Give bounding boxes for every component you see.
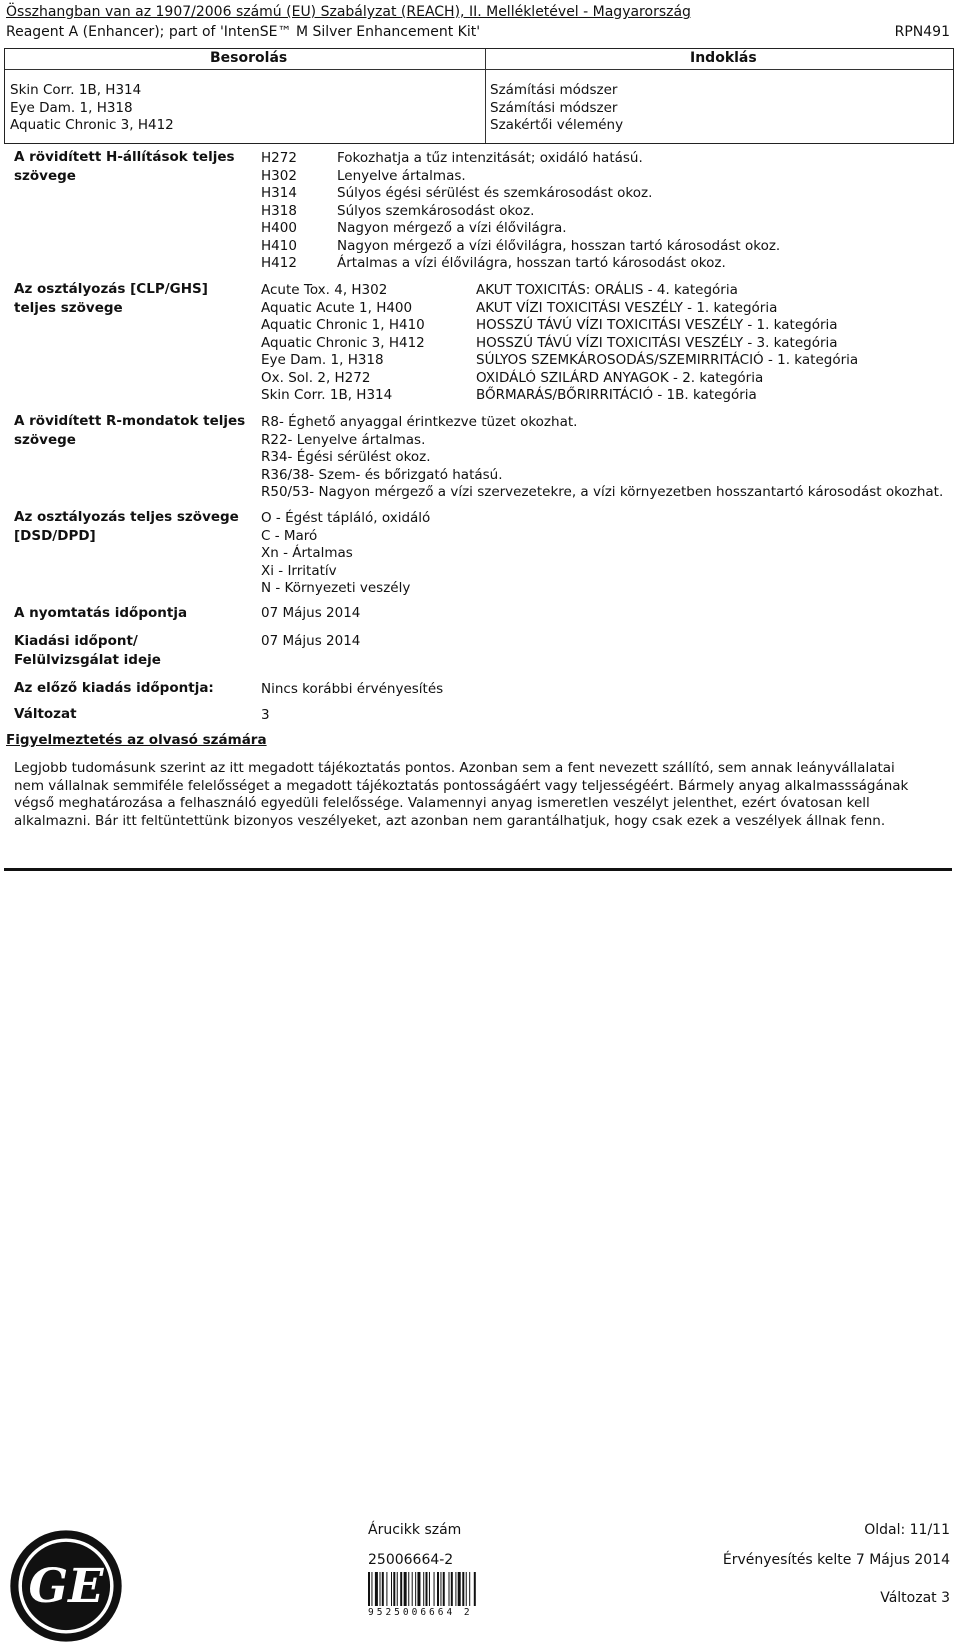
barcode-bar [404, 1572, 407, 1606]
table-reasons [490, 82, 623, 135]
footer-version: Változat 3 [880, 1590, 950, 1606]
prev-issue-label: Az előző kiadás időpontja: [14, 680, 214, 696]
barcode-bar [380, 1572, 381, 1606]
barcode-bar [375, 1572, 378, 1606]
list-item: H314 [261, 185, 297, 201]
list-item: Nagyon mérgező a vízi élővilágra. [337, 220, 567, 236]
barcode-bar [455, 1572, 456, 1606]
print-date-value: 07 Május 2014 [261, 605, 361, 621]
barcode-bar [426, 1572, 428, 1606]
version-label: Változat [14, 706, 77, 722]
barcode-bar [437, 1572, 439, 1606]
list-item: H318 [261, 202, 297, 219]
clp-codes [261, 282, 425, 405]
list-item: OXIDÁLÓ SZILÁRD ANYAGOK - 2. kategória [476, 369, 764, 386]
h-statements-label: A rövidített H-állítások teljes szövege [14, 149, 235, 184]
table-cell: Eye Dam. 1, H318 [10, 99, 133, 116]
list-item: H410 [261, 237, 297, 254]
table-header-rule [5, 69, 953, 70]
list-item: N - Környezeti veszély [261, 580, 411, 596]
header-code: RPN491 [894, 24, 950, 40]
barcode-bar [408, 1572, 409, 1606]
list-item: SÚLYOS SZEMKÁROSODÁS/SZEMIRRITÁCIÓ - 1. kategória [476, 352, 859, 368]
barcode-bar [393, 1572, 395, 1606]
barcode-bar [443, 1572, 445, 1606]
list-item: Aquatic Chronic 3, H412 [261, 334, 425, 351]
table-header-classification: Besorolás [210, 50, 288, 66]
list-item: Fokozhatja a tűz intenzitását; oxidáló hatású. [337, 150, 643, 166]
list-item: O - Égést tápláló, oxidáló [261, 510, 431, 526]
list-item: Aquatic Chronic 1, H410 [261, 317, 425, 333]
list-item: H412 [261, 255, 297, 271]
list-item: HOSSZÚ TÁVÚ VÍZI TOXICITÁSI VESZÉLY - 3. kategória [476, 334, 838, 351]
clp-label: Az osztályozás [CLP/GHS] teljes szövege [14, 281, 208, 316]
list-item: Eye Dam. 1, H318 [261, 352, 384, 368]
barcode-bar [368, 1572, 370, 1606]
list-item: R8- Éghető anyaggal érintkezve tüzet okozhat. [261, 414, 578, 430]
list-item: AKUT TOXICITÁS: ORÁLIS - 4. kategória [476, 282, 738, 298]
barcode-bar [412, 1572, 413, 1606]
issue-date-label: Kiadási időpont/ Felülvizsgálat ideje [14, 633, 161, 668]
table-cell: Számítási módszer [490, 82, 618, 98]
list-item: AKUT VÍZI TOXICITÁSI VESZÉLY - 1. kategória [476, 299, 778, 316]
validity-date: Érvényesítés kelte 7 Május 2014 [722, 1552, 950, 1568]
barcode-bar [469, 1572, 470, 1606]
table-classifications [10, 82, 174, 135]
r-phrases-label: A rövidített R-mondatok teljes szövege [14, 413, 246, 448]
barcode-icon [368, 1572, 508, 1606]
list-item: Xi - Irritatív [261, 562, 337, 579]
print-date-label: A nyomtatás időpontja [14, 605, 188, 621]
list-item: Xn - Ártalmas [261, 545, 353, 561]
divider [4, 868, 952, 871]
list-item: R22- Lenyelve ártalmas. [261, 431, 426, 448]
barcode-bar [440, 1572, 441, 1606]
barcode-bar [397, 1572, 398, 1606]
list-item: Acute Tox. 4, H302 [261, 282, 388, 298]
item-number-label: Árucikk szám [368, 1522, 462, 1538]
barcode-bar [451, 1572, 453, 1606]
barcode-bar [466, 1572, 467, 1606]
barcode-bar [474, 1572, 476, 1606]
barcode-bar [386, 1572, 387, 1606]
r-phrases-list [261, 414, 943, 502]
notice-heading: Figyelmeztetés az olvasó számára [6, 732, 267, 748]
list-item: C - Maró [261, 527, 318, 544]
table-cell: Skin Corr. 1B, H314 [10, 82, 142, 98]
barcode-bar [434, 1572, 435, 1606]
list-item: R50/53- Nagyon mérgező a vízi szervezetekre, a vízi környezetben hosszantartó károsodást okozhat. [261, 484, 944, 500]
h-codes [261, 150, 297, 273]
barcode-bar [371, 1572, 372, 1606]
barcode-bar [382, 1572, 384, 1606]
barcode-bar [458, 1572, 461, 1606]
dsd-label: Az osztályozás teljes szövege [DSD/DPD] [14, 509, 239, 544]
list-item: R36/38- Szem- és bőrizgató hatású. [261, 466, 503, 483]
ge-logo-icon [8, 1528, 124, 1644]
table-cell: Számítási módszer [490, 99, 618, 116]
barcode-bar [415, 1572, 416, 1606]
list-item: R34- Égési sérülést okoz. [261, 449, 431, 465]
issue-date-value: 07 Május 2014 [261, 633, 361, 649]
list-item: Skin Corr. 1B, H314 [261, 387, 393, 403]
clp-texts [476, 282, 858, 405]
barcode-digits: 9525006664 2 [368, 1607, 473, 1618]
table-header-reason: Indoklás [690, 50, 757, 66]
list-item: Ártalmas a vízi élővilágra, hosszan tartó károsodást okoz. [337, 255, 726, 271]
list-item: H272 [261, 150, 297, 166]
barcode-bar [449, 1572, 450, 1606]
header-product: Reagent A (Enhancer); part of 'IntenSE™ M Silver Enhancement Kit' [6, 24, 481, 40]
list-item: Nagyon mérgező a vízi élővilágra, hosszan tartó károsodást okoz. [337, 237, 781, 254]
list-item: H400 [261, 220, 297, 236]
barcode-bar [423, 1572, 424, 1606]
h-texts [337, 150, 780, 273]
table-divider [485, 49, 486, 143]
list-item: Súlyos szemkárosodást okoz. [337, 202, 535, 219]
page-number: Oldal: 11/11 [864, 1522, 950, 1538]
barcode-bar [391, 1572, 392, 1606]
prev-issue-value: Nincs korábbi érvényesítés [261, 681, 444, 697]
list-item: HOSSZÚ TÁVÚ VÍZI TOXICITÁSI VESZÉLY - 1. kategória [476, 317, 838, 333]
list-item: Ox. Sol. 2, H272 [261, 369, 371, 386]
dsd-list [261, 510, 430, 598]
list-item: Súlyos égési sérülést és szemkárosodást okoz. [337, 185, 653, 201]
list-item: Aquatic Acute 1, H400 [261, 299, 413, 316]
item-number-value: 25006664-2 [368, 1552, 454, 1568]
barcode-bar [429, 1572, 430, 1606]
ge-logo-text: GE [28, 1558, 104, 1614]
list-item: Lenyelve ártalmas. [337, 167, 466, 184]
table-cell: Aquatic Chronic 3, H412 [10, 117, 174, 133]
barcode-bar [417, 1572, 420, 1606]
notice-text: Legjobb tudomásunk szerint az itt megadott tájékoztatás pontos. Azonban sem a fent nevezett szállító, sem annak leányvállalatai nem vállalnak semmiféle felelősséget a megadott tájékoztatás pontosságáért vagy teljességéért. Bármely anyag alkalmassságának végső meghatározása a felhasználó egyedüli felelőssége. Valamennyi anyag ismeretlen veszélyt jelenthet, ezért óvatosan kell alkalmazni. Bár itt feltüntettünk bizonyos veszélyeket, azt azonban nem garantálhatjuk, hogy csak ezek a veszélyek állnak fenn. [14, 760, 909, 829]
header-regulation: Összhangban van az 1907/2006 számú (EU) Szabályzat (REACH), II. Mellékletével - Magyarország [6, 4, 691, 20]
barcode-bar [400, 1572, 402, 1606]
list-item: H302 [261, 167, 297, 184]
list-item: BŐRMARÁS/BŐRIRRITÁCIÓ - 1B. kategória [476, 387, 757, 403]
table-cell: Szakértői vélemény [490, 117, 624, 133]
version-value: 3 [261, 707, 270, 723]
barcode-bar [462, 1572, 464, 1606]
